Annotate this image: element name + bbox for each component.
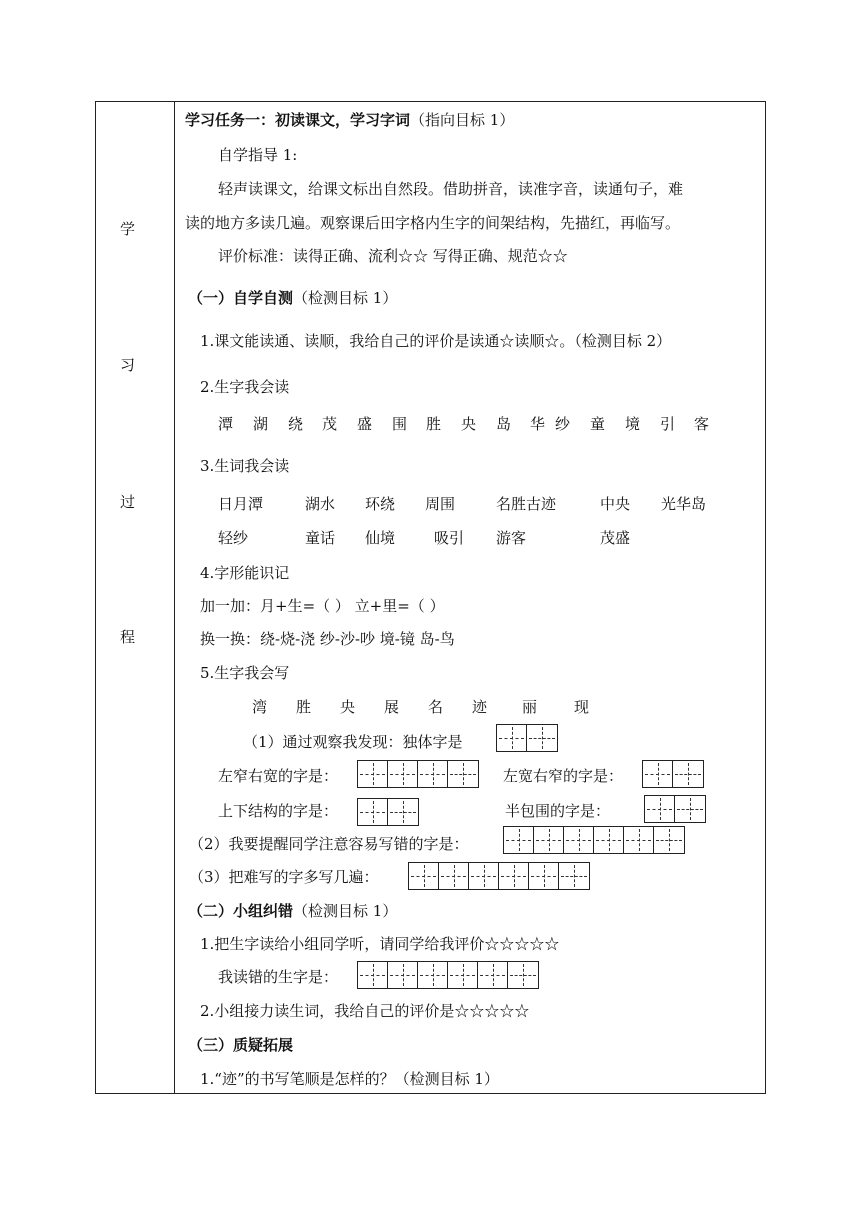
half-enclose-label: 半包围的字是： (505, 802, 611, 820)
char-read: 岛 (496, 415, 512, 433)
char-read: 引 (660, 415, 676, 433)
char-read: 茂 (322, 415, 338, 433)
section-1-title: （一）自学自测 (188, 289, 294, 307)
word: 周围 (425, 495, 456, 513)
tianzige-cell[interactable] (497, 725, 527, 751)
left-wide-label: 左宽右窄的字是： (503, 767, 624, 785)
char-read: 胜 (426, 415, 442, 433)
task-heading (185, 110, 514, 130)
tianzige-cell[interactable] (388, 799, 418, 825)
char-write: 湾 (252, 698, 268, 716)
guide-line-1: 轻声读课文，给课文标出自然段。借助拼音，读准字音，读通句子，难 (218, 180, 684, 198)
char-read: 央 (461, 415, 477, 433)
char-read: 华 (530, 415, 546, 433)
char-read: 客 (694, 415, 710, 433)
char-read: 境 (625, 415, 641, 433)
tianzige-single[interactable] (496, 724, 558, 752)
top-bottom-label: 上下结构的字是： (218, 802, 339, 820)
tianzige-cell[interactable] (388, 761, 418, 787)
guide-heading: 自学指导 1: (218, 146, 298, 164)
tianzige-practice[interactable] (408, 862, 590, 890)
tianzige-cell[interactable] (654, 827, 684, 853)
question-4: 4.字形能识记 (200, 564, 290, 582)
char-read: 童 (590, 415, 606, 433)
practice-label: （3）把难写的字多写几遍： (189, 868, 379, 886)
section-2-heading (188, 901, 397, 921)
tianzige-left-narrow[interactable] (357, 760, 479, 788)
char-write: 胜 (296, 698, 312, 716)
char-write: 丽 (522, 698, 538, 716)
tianzige-cell[interactable] (534, 827, 564, 853)
char-read: 围 (392, 415, 408, 433)
side-label-4: 程 (120, 628, 136, 646)
remind-label: （2）我要提醒同学注意容易写错的字是： (189, 835, 469, 853)
word: 童话 (305, 529, 336, 547)
word: 日月潭 (218, 495, 264, 513)
word: 名胜古迹 (496, 495, 557, 513)
tianzige-cell[interactable] (673, 761, 703, 787)
guide-line-2: 读的地方多读几遍。观察课后田字格内生字的间架结构，先描红，再临写。 (185, 214, 681, 232)
tianzige-cell[interactable] (504, 827, 534, 853)
tianzige-cell[interactable] (409, 863, 439, 889)
tianzige-cell[interactable] (418, 962, 448, 988)
tianzige-cell[interactable] (643, 761, 673, 787)
char-read: 绕 (288, 415, 304, 433)
tianzige-left-wide[interactable] (642, 760, 704, 788)
tianzige-cell[interactable] (564, 827, 594, 853)
tianzige-cell[interactable] (358, 761, 388, 787)
group-1: 1.把生字读给小组同学听，请同学给我评价☆☆☆☆☆ (200, 935, 560, 953)
word: 环绕 (365, 495, 396, 513)
tianzige-cell[interactable] (527, 725, 557, 751)
tianzige-top-bottom[interactable] (357, 798, 419, 826)
word: 茂盛 (600, 529, 631, 547)
tianzige-cell[interactable] (439, 863, 469, 889)
section-3-title: （三）质疑拓展 (188, 1036, 294, 1054)
question-1: 1.课文能读通、读顺，我给自己的评价是读通☆读顺☆。（检测目标 2） (200, 332, 672, 350)
char-write: 名 (428, 698, 444, 716)
side-label-3: 过 (120, 493, 136, 511)
section-2-title: （二）小组纠错 (188, 902, 294, 920)
tianzige-cell[interactable] (388, 962, 418, 988)
char-write: 迹 (472, 698, 488, 716)
side-label-1: 学 (120, 220, 136, 238)
question-5: 5.生字我会写 (200, 664, 290, 682)
tianzige-cell[interactable] (645, 796, 675, 822)
tianzige-cell[interactable] (508, 962, 538, 988)
add-one-line: 加一加：月+生=（ ） 立+里=（ ） (200, 597, 445, 615)
word: 中央 (600, 495, 631, 513)
evaluation-criteria: 评价标准：读得正确、流利☆☆ 写得正确、规范☆☆ (218, 247, 568, 265)
column-divider (174, 101, 175, 1094)
word: 仙境 (365, 529, 396, 547)
char-read: 纱 (555, 415, 571, 433)
char-read: 湖 (253, 415, 269, 433)
tianzige-cell[interactable] (418, 761, 448, 787)
char-write: 现 (574, 698, 590, 716)
word: 游客 (496, 529, 527, 547)
side-label-2: 习 (120, 356, 136, 374)
extend-1: 1.“迹”的书写笔顺是怎样的？（检测目标 1） (200, 1070, 499, 1088)
tianzige-cell[interactable] (448, 962, 478, 988)
word: 湖水 (305, 495, 336, 513)
swap-one-line: 换一换：绕-烧-浇 纱-沙-吵 境-镜 岛-鸟 (200, 630, 455, 648)
task-target: （指向目标 1） (410, 111, 515, 129)
tianzige-half-enclose[interactable] (644, 795, 706, 823)
section-2-target: （检测目标 1） (293, 902, 398, 920)
tianzige-cell[interactable] (358, 962, 388, 988)
group-2: 2.小组接力读生词，我给自己的评价是☆☆☆☆☆ (200, 1002, 530, 1020)
section-1-target: （检测目标 1） (293, 289, 398, 307)
tianzige-cell[interactable] (499, 863, 529, 889)
char-write: 展 (384, 698, 400, 716)
tianzige-cell[interactable] (559, 863, 589, 889)
char-write: 央 (340, 698, 356, 716)
question-3: 3.生词我会读 (200, 457, 290, 475)
tianzige-cell[interactable] (675, 796, 705, 822)
word: 吸引 (434, 529, 465, 547)
tianzige-cell[interactable] (624, 827, 654, 853)
question-2: 2.生字我会读 (200, 378, 290, 396)
tianzige-cell[interactable] (529, 863, 559, 889)
task-title: 学习任务一：初读课文，学习字词 (185, 111, 411, 129)
section-1-heading (188, 288, 397, 308)
left-narrow-label: 左窄右宽的字是： (218, 767, 339, 785)
tianzige-cell[interactable] (594, 827, 624, 853)
tianzige-misread[interactable] (357, 961, 539, 989)
observation-1: （1）通过观察我发现：独体字是 (243, 733, 463, 751)
word: 光华岛 (661, 495, 707, 513)
misread-label: 我读错的生字是： (218, 968, 339, 986)
word: 轻纱 (218, 529, 249, 547)
char-read: 潭 (218, 415, 234, 433)
char-read: 盛 (357, 415, 373, 433)
tianzige-cell[interactable] (448, 761, 478, 787)
tianzige-cell[interactable] (469, 863, 499, 889)
tianzige-cell[interactable] (478, 962, 508, 988)
tianzige-cell[interactable] (358, 799, 388, 825)
tianzige-remind[interactable] (503, 826, 685, 854)
